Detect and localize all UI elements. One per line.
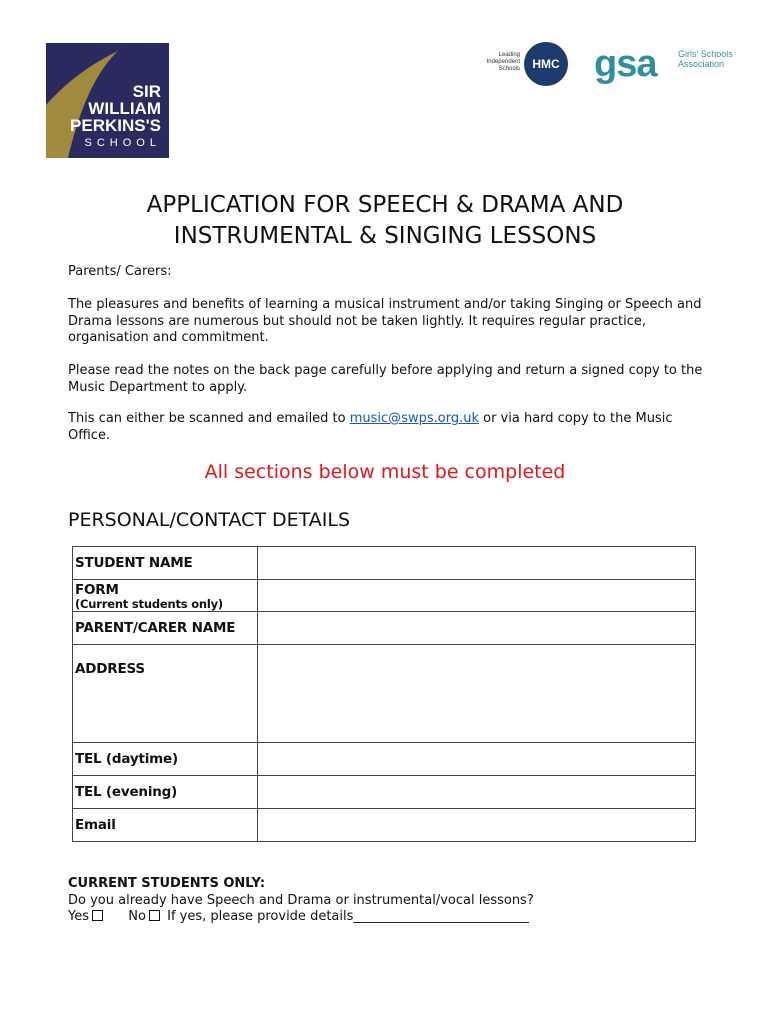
form-field[interactable] <box>258 580 696 612</box>
gsa-mark: gsa <box>594 43 657 85</box>
required-notice: All sections below must be completed <box>204 461 566 483</box>
table-row <box>73 580 696 612</box>
page-title <box>60 190 710 252</box>
no-checkbox[interactable] <box>149 910 160 921</box>
hmc-text: Leading Independent Schools <box>486 52 520 72</box>
intro-paragraph-3-before: This can either be scanned and emailed to <box>68 411 350 426</box>
form-label <box>73 580 258 612</box>
personal-details-heading: PERSONAL/CONTACT DETAILS <box>68 509 351 531</box>
address-label: ADDRESS <box>73 645 258 743</box>
intro-paragraph-3-after: or via hard copy to the Music Office. <box>68 411 673 443</box>
salutation: Parents/ Carers: <box>68 264 172 279</box>
parent-carer-name-field[interactable] <box>258 612 696 645</box>
school-logo <box>46 43 169 158</box>
tel-evening-field[interactable] <box>258 776 696 809</box>
table-row <box>73 612 696 645</box>
current-students-section <box>68 876 708 926</box>
student-name-label: STUDENT NAME <box>73 547 258 580</box>
tel-daytime-field[interactable] <box>258 743 696 776</box>
address-field[interactable] <box>258 645 696 743</box>
table-row <box>73 547 696 580</box>
logo-line-4: SCHOOL <box>84 137 161 149</box>
current-students-answer-row <box>68 909 708 926</box>
tel-evening-label: TEL (evening) <box>73 776 258 809</box>
student-name-field[interactable] <box>258 547 696 580</box>
gsa-subtitle: Girls' Schools Association <box>678 49 733 69</box>
table-row <box>73 645 696 743</box>
logo-line-3: PERKINS'S <box>70 116 161 135</box>
page-title-line-1: APPLICATION FOR SPEECH & DRAMA AND <box>146 192 624 218</box>
intro-paragraph-1: The pleasures and benefits of learning a musical instrument and/or taking Singing or Speech and Drama lessons are numerous but should not be taken lightly. It requires regular practice, organisation and commitment. <box>68 297 702 345</box>
table-row <box>73 809 696 842</box>
details-prompt: If yes, please provide details___________________________ <box>167 909 529 924</box>
current-students-question: Do you already have Speech and Drama or instrumental/vocal lessons? <box>68 892 534 908</box>
intro-paragraph-3 <box>68 411 708 444</box>
tel-daytime-label: TEL (daytime) <box>73 743 258 776</box>
form-label-main: FORM <box>75 582 119 598</box>
page-title-line-2: INSTRUMENTAL & SINGING LESSONS <box>173 223 597 249</box>
hmc-mark: HMC <box>524 42 568 86</box>
email-label: Email <box>73 809 258 842</box>
yes-label: Yes <box>68 909 89 924</box>
intro-paragraph-2: Please read the notes on the back page carefully before applying and return a signed copy to the Music Department to apply. <box>68 363 703 395</box>
no-label: No <box>128 909 146 924</box>
hmc-logo <box>480 42 570 86</box>
table-row <box>73 743 696 776</box>
logo-line-2: WILLIAM <box>88 99 161 118</box>
form-label-sub: (Current students only) <box>75 597 223 611</box>
current-students-heading: CURRENT STUDENTS ONLY: <box>68 876 266 891</box>
logo-line-1: SIR <box>132 82 161 101</box>
personal-details-table <box>72 546 696 842</box>
email-field[interactable] <box>258 809 696 842</box>
email-link[interactable]: music@swps.org.uk <box>349 411 479 426</box>
yes-checkbox[interactable] <box>92 910 103 921</box>
table-row <box>73 776 696 809</box>
parent-carer-name-label: PARENT/CARER NAME <box>73 612 258 645</box>
